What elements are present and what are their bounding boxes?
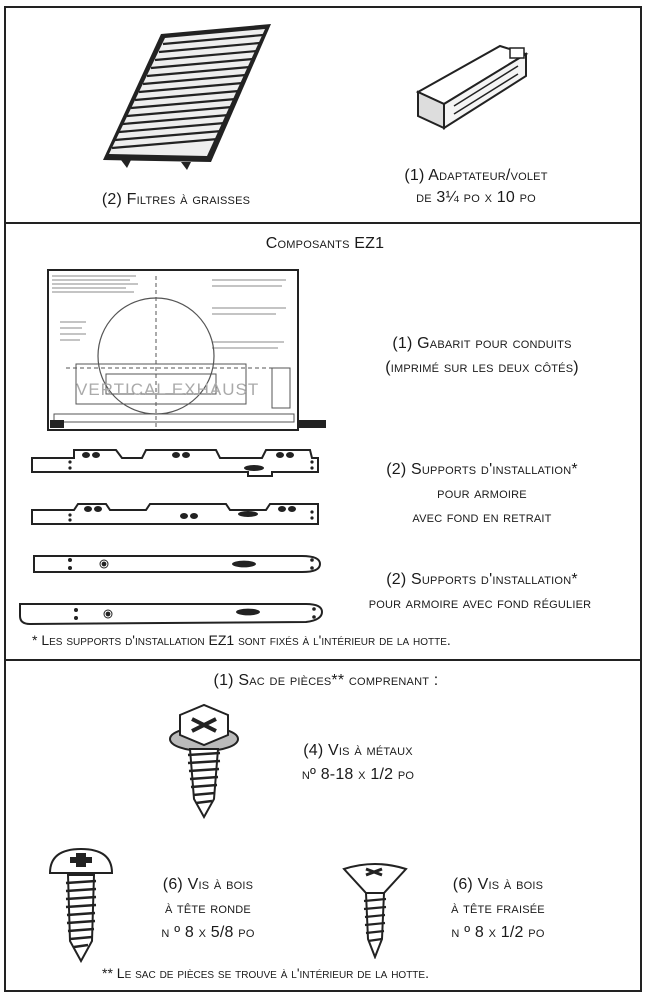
recessed-brackets-line2: pour armoire xyxy=(437,485,527,502)
recessed-brackets-line3: avec fond en retrait xyxy=(412,509,552,526)
round-head-line3: n º 8 x 5/8 po xyxy=(161,924,255,941)
metal-screws-line2: nº 8-18 x 1/2 po xyxy=(301,766,415,783)
metal-screws-line1: (4) Vis à métaux xyxy=(303,742,413,759)
flat-head-screw-illustration xyxy=(342,859,408,959)
adapter-caption-line1: (1) Adaptateur/volet xyxy=(404,167,548,184)
adapter-caption-line2: de 3¼ po x 10 po xyxy=(416,189,536,206)
section-parts-bag xyxy=(6,661,640,990)
section-filters-adapter xyxy=(6,8,640,224)
grease-filter-illustration xyxy=(101,22,281,172)
ez1-heading: Composants EZ1 xyxy=(265,235,385,252)
template-caption-line2: (imprimé sur les deux côtés) xyxy=(385,359,579,376)
round-head-screw-illustration xyxy=(46,845,116,963)
regular-brackets-line2: pour armoire avec fond régulier xyxy=(368,595,592,612)
regular-bracket-bottom-illustration xyxy=(16,598,328,630)
recessed-brackets-line1: (2) Supports d'installation* xyxy=(386,461,578,478)
flat-head-line3: n º 8 x 1/2 po xyxy=(451,924,545,941)
duct-template-illustration xyxy=(46,268,328,440)
recessed-bracket-bottom-illustration xyxy=(26,500,326,532)
parts-sheet xyxy=(4,6,642,992)
parts-bag-heading: (1) Sac de pièces** comprenant : xyxy=(213,672,439,689)
recessed-bracket-top-illustration xyxy=(26,446,326,478)
round-head-line1: (6) Vis à bois xyxy=(162,876,254,893)
metal-screw-illustration xyxy=(166,701,242,819)
adapter-damper-illustration xyxy=(414,36,534,136)
regular-brackets-line1: (2) Supports d'installation* xyxy=(386,571,578,588)
flat-head-line2: à tête fraisée xyxy=(451,900,545,917)
section-ez1-components xyxy=(6,224,640,661)
filters-caption: (2) Filtres à graisses xyxy=(101,191,251,208)
regular-bracket-top-illustration xyxy=(30,550,326,578)
parts-bag-footnote: ** Le sac de pièces se trouve à l'intérieur de la hotte. xyxy=(102,965,429,981)
flat-head-line1: (6) Vis à bois xyxy=(452,876,544,893)
ez1-footnote: * Les supports d'installation EZ1 sont fixés à l'intérieur de la hotte. xyxy=(32,632,451,648)
template-watermark-text: VERTICAL EXHAUST xyxy=(76,380,260,399)
template-caption-line1: (1) Gabarit pour conduits xyxy=(392,335,572,352)
round-head-line2: à tête ronde xyxy=(165,900,251,917)
